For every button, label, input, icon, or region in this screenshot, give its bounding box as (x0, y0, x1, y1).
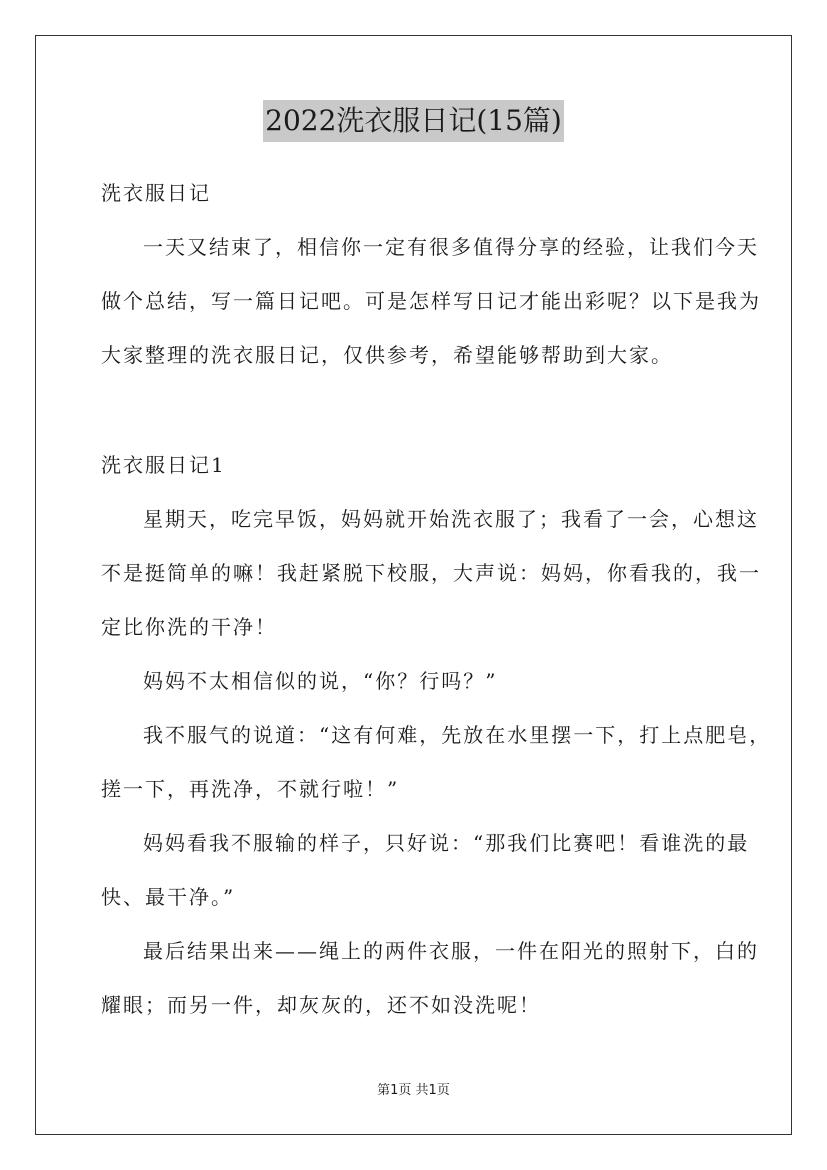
paragraph-line: 做个总结，写一篇日记吧。可是怎样写日记才能出彩呢？以下是我为 (101, 289, 761, 313)
paragraph-line: 定比你洗的干净！ (101, 615, 277, 639)
paragraph-line: 快、最干净。” (101, 885, 236, 909)
intro-heading: 洗衣服日记 (101, 181, 211, 205)
page-footer: 第1页 共1页 (377, 1083, 450, 1098)
document-title: 2022洗衣服日记(15篇) (263, 100, 564, 142)
paragraph-line: 不是挺简单的嘛！我赶紧脱下校服，大声说：妈妈，你看我的，我一 (101, 561, 761, 585)
paragraph-line: 耀眼；而另一件，却灰灰的，还不如没洗呢！ (101, 993, 541, 1017)
paragraph-line: 大家整理的洗衣服日记，仅供参考，希望能够帮助到大家。 (101, 343, 673, 367)
paragraph-line: 搓一下，再洗净，不就行啦！” (101, 777, 400, 801)
paragraph-line: 最后结果出来——绳上的两件衣服，一件在阳光的照射下，白的 (143, 939, 759, 963)
paragraph-line: 妈妈看我不服输的样子，只好说：“那我们比赛吧！看谁洗的最 (143, 831, 750, 855)
section-heading: 洗衣服日记1 (101, 453, 226, 477)
paragraph-line: 一天又结束了，相信你一定有很多值得分享的经验，让我们今天 (143, 235, 759, 259)
paragraph-line: 妈妈不太相信似的说，“你？行吗？” (143, 669, 498, 693)
paragraph-line: 星期天，吃完早饭，妈妈就开始洗衣服了；我看了一会，心想这 (143, 507, 759, 531)
paragraph-line: 我不服气的说道：“这有何难，先放在水里摆一下，打上点肥皂， (143, 723, 772, 747)
title-wrap (0, 100, 827, 142)
